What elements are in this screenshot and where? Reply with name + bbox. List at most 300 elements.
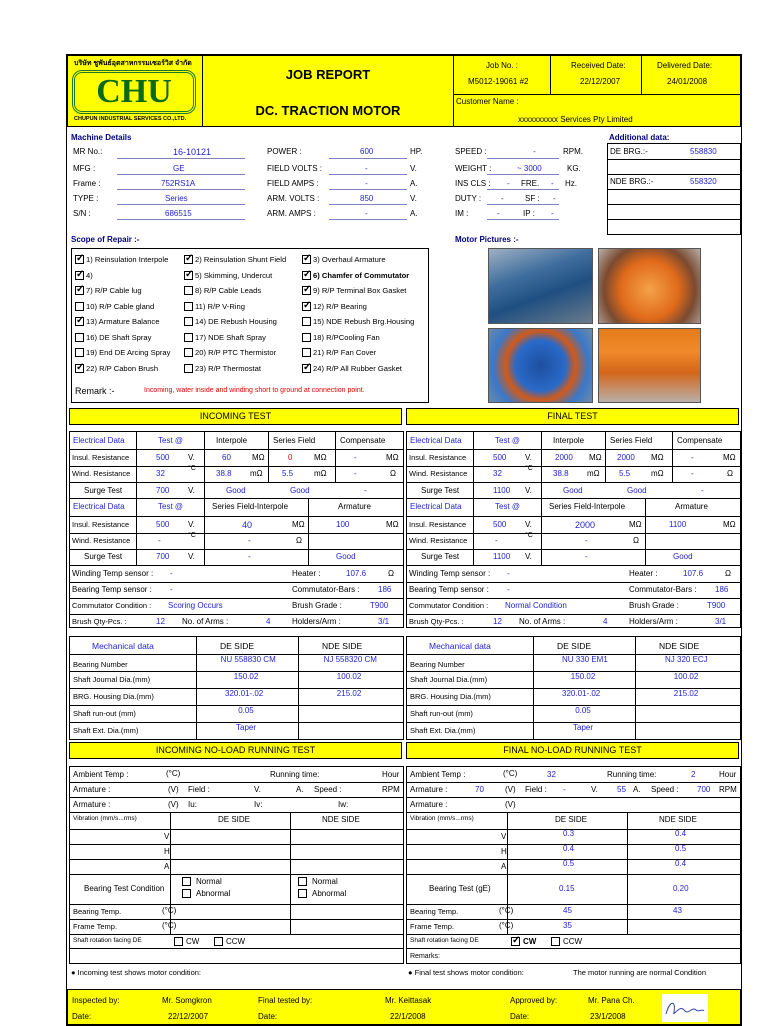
incoming-note: ● Incoming test shows motor condition:: [71, 968, 202, 977]
company-logo: [72, 70, 196, 114]
inspected-date: 22/12/2007: [168, 1012, 209, 1021]
delivered-value: 24/01/2008: [667, 77, 708, 86]
grid-line: [70, 516, 403, 517]
final-vib-h-nde: 0.5: [675, 844, 687, 853]
surge-series-field: Good: [627, 486, 647, 495]
scope-checkbox[interactable]: [302, 317, 311, 326]
armature-current-label: Armature :: [410, 800, 448, 809]
brush-qty-label: Brush Qty-Pcs. :: [72, 617, 127, 626]
wind-test-temp: 32: [493, 469, 502, 478]
winding-temp-sensor-value: -: [507, 569, 510, 578]
surge2-test-voltage: 700: [156, 552, 170, 561]
col-test-at: Test @: [158, 436, 184, 445]
grid-line: [473, 432, 474, 498]
surge-series-field: Good: [290, 486, 310, 495]
armature-label: Armature :: [73, 785, 111, 794]
sf-value: -: [553, 194, 556, 203]
scope-item-label: 19) End DE Arcing Spray: [86, 348, 171, 357]
surge-test-label-2: Surge Test: [421, 552, 460, 561]
iw-label: Iw:: [338, 800, 349, 809]
grid-line: [204, 498, 205, 565]
frame-temp-unit: (°C): [499, 921, 514, 930]
normal-label: Normal: [312, 877, 338, 886]
grid-line: [204, 432, 205, 498]
duty-value: -: [501, 194, 504, 203]
mech-de-value: Taper: [573, 723, 594, 732]
de-brg-label: DE BRG.:-: [610, 147, 648, 156]
mech-de-value: 320.01-.02: [562, 689, 601, 698]
scope-checkbox[interactable]: [184, 364, 193, 373]
power-value: 600: [360, 147, 374, 156]
final-note-text: Final test shows motor condition:: [414, 968, 524, 977]
mohm-unit: MΩ: [292, 520, 305, 529]
heater-label: Heater :: [629, 569, 658, 578]
field-volts-value: -: [365, 164, 368, 173]
scope-item-label: 2) Reinsulation Shunt Field: [195, 255, 287, 264]
scope-item-label: 6) Chamfer of Commutator: [313, 270, 410, 280]
mech-row-label: Shaft Journal Dia.(mm): [73, 675, 151, 684]
ohm-unit: Ω: [390, 469, 396, 478]
abnormal-checkbox[interactable]: [182, 889, 191, 898]
field-amp-unit: A.: [296, 785, 304, 794]
nde-brg-label: NDE BRG.:-: [610, 177, 654, 186]
incoming-noload-title: INCOMING NO-LOAD RUNNING TEST: [155, 745, 316, 755]
commutator-bars-value: 186: [378, 585, 392, 594]
grid-line: [407, 482, 740, 483]
de-brg-value: 558830: [690, 147, 717, 156]
arm-amps-value: -: [365, 209, 368, 218]
brush-grade-label: Brush Grade :: [629, 601, 679, 610]
sn-label: S/N :: [73, 209, 91, 218]
scope-checkbox[interactable]: [75, 317, 84, 326]
mohm-unit: MΩ: [314, 453, 327, 462]
grid-line: [70, 565, 403, 566]
winding-temp-sensor-value: -: [170, 569, 173, 578]
abnormal-label: Abnormal: [196, 889, 231, 898]
col-compensate: Compensate: [340, 436, 386, 445]
ins2-sf-interpole: 2000: [575, 520, 596, 530]
mech-nde-value: 215.02: [336, 689, 362, 698]
insul-resistance-label-2: Insul. Resistance: [72, 520, 130, 529]
scope-checkbox[interactable]: [302, 348, 311, 357]
ins-interpole: 2000: [555, 453, 573, 462]
ambient-temp-unit: (°C): [166, 769, 181, 778]
machine-details-title: Machine Details: [71, 133, 132, 142]
grid-line: [627, 812, 628, 874]
surge-interpole: Good: [563, 486, 583, 495]
approved-date: 23/1/2008: [590, 1012, 626, 1021]
received-label: Received Date:: [571, 61, 626, 70]
final-noload-table: [406, 766, 741, 964]
col-test-at: Test @: [495, 436, 521, 445]
bearing-temp-sensor-label: Bearing Temp sensor :: [409, 585, 489, 594]
holders-arm-label: Holders/Arm :: [292, 617, 341, 626]
scope-checkbox[interactable]: [75, 333, 84, 342]
scope-item-label: 5) Skimming, Undercut: [195, 270, 273, 280]
job-info-box: [453, 55, 741, 127]
final-vib-v-de: 0.3: [563, 829, 575, 838]
col-test-at-2: Test @: [158, 502, 184, 511]
scope-box: [71, 248, 429, 403]
scope-checkbox[interactable]: [302, 364, 311, 373]
mohm-unit: mΩ: [651, 469, 664, 478]
vibration-nde-header: NDE SIDE: [659, 815, 697, 824]
grid-line: [407, 598, 740, 599]
col-series-field: Series Field: [610, 436, 653, 445]
surge-unit: V.: [188, 486, 195, 495]
final-vib-h-de: 0.4: [563, 844, 575, 853]
mech-de-value: 150.02: [570, 672, 596, 681]
grid-line: [407, 582, 740, 583]
scope-item-label: 9) R/P Terminal Box Gasket: [313, 286, 407, 295]
motor-photo-3: [488, 328, 593, 403]
scope-item-label: 24) R/P All Rubber Gasket: [313, 363, 402, 373]
final-frame-temp: 35: [563, 921, 572, 930]
commutator-condition-value: Normal Condition: [505, 601, 567, 610]
scope-checkbox[interactable]: [75, 255, 84, 264]
final-bearing-ge-nde: 0.20: [673, 884, 689, 893]
arm-amps-label: ARM. AMPS :: [267, 209, 316, 218]
grid-line: [170, 874, 171, 904]
frame-label: Frame :: [73, 179, 101, 188]
normal-checkbox[interactable]: [298, 877, 307, 886]
wind-interpole: 38.8: [216, 469, 232, 478]
field-volts-unit: V.: [410, 164, 417, 173]
col-compensate: Compensate: [677, 436, 723, 445]
final-mechanical-table: [406, 636, 741, 740]
wind2-test-temp: -: [158, 536, 161, 545]
grid-line: [335, 432, 336, 482]
scope-item-label: 8) R/P Cable Leads: [195, 286, 262, 295]
grid-line: [290, 812, 291, 874]
scope-checkbox[interactable]: [75, 302, 84, 311]
final-electrical-table: [406, 431, 741, 628]
cw-label: CW: [523, 937, 537, 946]
scope-checkbox[interactable]: [75, 286, 84, 295]
scope-title: Scope of Repair :-: [71, 235, 140, 244]
grid-line: [407, 533, 740, 534]
wind-interpole: 38.8: [553, 469, 569, 478]
mech-row-label: Shaft run-out (mm): [73, 709, 136, 718]
fre-label: FRE.: [521, 179, 540, 188]
grid-line: [627, 874, 628, 904]
vibration-nde-header: NDE SIDE: [322, 815, 360, 824]
grid-line: [605, 432, 606, 482]
no-of-arms-value: 4: [603, 617, 608, 626]
grid-line: [407, 549, 740, 550]
surge-test-label-2: Surge Test: [84, 552, 123, 561]
final-test-title: FINAL TEST: [547, 411, 598, 421]
armature-volt-unit: (V): [168, 785, 179, 794]
mech-row-label: Shaft Journal Dia.(mm): [410, 675, 488, 684]
additional-data-title: Additional data:: [609, 133, 670, 142]
frame-temp-label: Frame Temp.: [410, 922, 455, 931]
grid-line: [170, 812, 171, 874]
ins2-unit: V.: [188, 520, 195, 529]
grid-line: [70, 782, 403, 783]
final-date-label: Date:: [258, 1012, 278, 1021]
scope-item-label: 17) NDE Shaft Spray: [195, 332, 266, 342]
grid-line: [533, 637, 534, 739]
final-bearing-temp-de: 45: [563, 906, 572, 915]
bearing-temp-unit: (°C): [162, 906, 177, 915]
bearing-temp-sensor-value: -: [507, 585, 510, 594]
grid-line: [541, 432, 542, 498]
surge-test-voltage: 700: [156, 486, 170, 495]
mech-row-label: Shaft run-out (mm): [410, 709, 473, 718]
final-running-time: 2: [691, 770, 696, 779]
commutator-condition-label: Commutator Condition :: [72, 601, 152, 610]
grid-line: [70, 797, 403, 798]
scope-checkbox[interactable]: [302, 333, 311, 342]
heater-value: 107.6: [346, 569, 367, 578]
grid-line: [407, 498, 740, 499]
mech-de-value: 320.01-.02: [225, 689, 264, 698]
final-field-volt: -: [563, 785, 566, 794]
mfg-label: MFG :: [73, 164, 96, 173]
final-bearing-ge-de: 0.15: [559, 884, 575, 893]
logo-text: CHU: [96, 73, 172, 110]
weight-label: WEIGHT :: [455, 164, 492, 173]
col-electrical-data: Electrical Data: [410, 436, 462, 445]
ccw-label: CCW: [563, 937, 583, 946]
normal-checkbox[interactable]: [182, 877, 191, 886]
holders-arm-value: 3/1: [715, 617, 727, 626]
iv-label: Iv:: [254, 800, 263, 809]
cw-checkbox[interactable]: [511, 937, 520, 946]
commutator-bars-label: Commutator-Bars :: [629, 585, 697, 594]
surge-test-label: Surge Test: [421, 486, 460, 495]
scope-item-label: 1) Reinsulation Interpole: [86, 255, 169, 264]
arm-volts-label: ARM. VOLTS :: [267, 194, 320, 203]
ccw-checkbox[interactable]: [551, 937, 560, 946]
ins-cls-label: INS CLS :: [455, 179, 491, 188]
grid-line: [70, 582, 403, 583]
scope-checkbox[interactable]: [184, 348, 193, 357]
col-test-at-2: Test @: [495, 502, 521, 511]
vib-h-label: H: [501, 847, 507, 856]
insul-resistance-label-2: Insul. Resistance: [409, 520, 467, 529]
speed-label: Speed :: [314, 785, 342, 794]
company-thai-name: บริษัท ชูพันธ์อุตสาหกรรมเซอร์วิส จำกัด: [74, 60, 192, 67]
running-time-unit: Hour: [382, 770, 400, 779]
shaft-rotation-label: Shaft rotation facing DE: [73, 937, 142, 944]
mech-nde-value: NJ 558320 CM: [323, 655, 377, 664]
remark-label: Remark :-: [75, 386, 115, 396]
grid-line: [70, 466, 403, 467]
speed-value: -: [533, 147, 536, 156]
mfg-value: GE: [173, 164, 185, 173]
final-noload-title: FINAL NO-LOAD RUNNING TEST: [503, 745, 642, 755]
scope-checkbox[interactable]: [302, 302, 311, 311]
grid-line: [407, 614, 740, 615]
field-volt-unit: V.: [254, 785, 261, 794]
col-de-side: DE SIDE: [220, 641, 255, 651]
ins-unit: V.: [525, 453, 532, 462]
ins-compensate: -: [691, 453, 694, 462]
grid-line: [308, 498, 309, 565]
bearing-test-ge-label: Bearing Test (gE): [429, 884, 491, 893]
celsius-unit: °C: [525, 465, 533, 472]
vib-h-label: H: [164, 847, 170, 856]
wind2-test-temp: -: [495, 536, 498, 545]
bearing-temp-sensor-label: Bearing Temp sensor :: [72, 585, 152, 594]
scope-checkbox[interactable]: [184, 333, 193, 342]
final-speed: 700: [697, 785, 711, 794]
inspected-by-label: Inspected by:: [72, 996, 120, 1005]
scope-checkbox[interactable]: [302, 286, 311, 295]
grid-line: [407, 516, 740, 517]
insul-resistance-label: Insul. Resistance: [72, 453, 130, 462]
mohm-unit: MΩ: [589, 453, 602, 462]
wind-resistance-label-2: Wind. Resistance: [72, 536, 131, 545]
col-armature: Armature: [675, 502, 708, 511]
scope-checkbox[interactable]: [184, 271, 193, 280]
incoming-noload-header: [69, 742, 402, 759]
surge-compensate: -: [364, 486, 367, 495]
col-de-side: DE SIDE: [557, 641, 592, 651]
final-note: ● Final test shows motor condition:: [408, 968, 524, 977]
ccw-checkbox[interactable]: [214, 937, 223, 946]
scope-checkbox[interactable]: [302, 255, 311, 264]
mohm-unit: MΩ: [629, 520, 642, 529]
incoming-note-text: Incoming test shows motor condition:: [77, 968, 202, 977]
grid-line: [507, 874, 508, 904]
winding-temp-sensor-label: Winding Temp sensor :: [72, 569, 154, 578]
job-no-value: M5012-19061 #2: [468, 77, 529, 86]
col-series-field-interpole: Series Field-Interpole: [212, 502, 289, 511]
final-noload-header: [406, 742, 739, 759]
surge2-test-voltage: 1100: [493, 552, 511, 561]
field-volt-unit: V.: [591, 785, 598, 794]
ins-cls-value: -: [507, 179, 510, 188]
running-time-unit: Hour: [719, 770, 737, 779]
grid-line: [70, 874, 403, 875]
scope-checkbox[interactable]: [302, 271, 311, 280]
speed-label: SPEED :: [455, 147, 487, 156]
grid-line: [541, 498, 542, 565]
fre-value: -: [551, 179, 554, 188]
no-of-arms-value: 4: [266, 617, 271, 626]
power-unit: HP.: [410, 147, 423, 156]
inspected-by-name: Mr. Somgkron: [162, 996, 212, 1005]
bearing-temp-unit: (°C): [499, 906, 514, 915]
incoming-electrical-table: [69, 431, 404, 628]
type-label: TYPE :: [73, 194, 99, 203]
surge-test-label: Surge Test: [84, 486, 123, 495]
scope-item-label: 23) R/P Thermostat: [195, 363, 261, 373]
frame-temp-label: Frame Temp.: [73, 922, 118, 931]
surge-interpole: Good: [226, 486, 246, 495]
grid-line: [70, 533, 403, 534]
mohm-unit: mΩ: [250, 469, 263, 478]
mohm-unit: MΩ: [723, 453, 736, 462]
armature-current-unit: (V): [505, 800, 516, 809]
grid-line: [473, 498, 474, 565]
job-no-label: Job No. :: [486, 61, 519, 70]
final-tested-label: Final tested by:: [258, 996, 313, 1005]
mech-de-value: 0.05: [238, 706, 254, 715]
scope-checkbox[interactable]: [184, 317, 193, 326]
scope-checkbox[interactable]: [184, 286, 193, 295]
heater-value: 107.6: [683, 569, 704, 578]
final-date: 22/1/2008: [390, 1012, 426, 1021]
scope-checkbox[interactable]: [75, 364, 84, 373]
grid-line: [407, 705, 740, 706]
celsius-unit: °C: [188, 465, 196, 472]
wind2-sf-interpole: -: [585, 536, 588, 545]
scope-checkbox[interactable]: [184, 255, 193, 264]
col-armature: Armature: [338, 502, 371, 511]
grid-line: [407, 782, 740, 783]
wind-resistance-label: Wind. Resistance: [72, 469, 131, 478]
grid-line: [70, 859, 403, 860]
grid-line: [70, 812, 403, 813]
mech-row-label: Bearing Number: [410, 660, 465, 669]
vib-a-label: A: [501, 862, 507, 871]
type-value: Series: [165, 194, 188, 203]
grid-line: [136, 432, 137, 498]
mech-de-value: NU 558830 CM: [220, 655, 276, 664]
customer-value: xxxxxxxxxx Services Pty Limited: [518, 115, 633, 124]
ins-test-voltage: 500: [493, 453, 507, 462]
surge-compensate: -: [701, 486, 704, 495]
grid-line: [672, 432, 673, 482]
scope-checkbox[interactable]: [75, 271, 84, 280]
col-interpole: Interpole: [553, 436, 585, 445]
commutator-bars-label: Commutator-Bars :: [292, 585, 360, 594]
col-interpole: Interpole: [216, 436, 248, 445]
armature-volt-unit: (V): [505, 785, 516, 794]
mech-nde-value: NJ 320 ECJ: [665, 655, 708, 664]
duty-label: DUTY :: [455, 194, 482, 203]
scope-checkbox[interactable]: [184, 302, 193, 311]
final-vib-v-nde: 0.4: [675, 829, 687, 838]
grid-line: [196, 637, 197, 739]
commutator-bars-value: 186: [715, 585, 729, 594]
holders-arm-value: 3/1: [378, 617, 390, 626]
surge2-sf-interpole: -: [585, 552, 588, 561]
inspected-date-label: Date:: [72, 1012, 92, 1021]
arm-volts-value: 850: [360, 194, 374, 203]
no-of-arms-label: No. of Arms :: [519, 617, 566, 626]
sf-label: SF :: [525, 194, 540, 203]
ins2-test-voltage: 500: [156, 520, 170, 529]
ins-series-field: 2000: [617, 453, 635, 462]
surge2-armature: Good: [673, 552, 693, 561]
mech-row-label: Bearing Number: [73, 660, 128, 669]
ins-compensate: -: [354, 453, 357, 462]
incoming-mechanical-table: [69, 636, 404, 740]
approved-by-label: Approved by:: [510, 996, 558, 1005]
cw-checkbox[interactable]: [174, 937, 183, 946]
grid-line: [407, 874, 740, 875]
ccw-label: CCW: [226, 937, 246, 946]
normal-label: Normal: [196, 877, 222, 886]
grid-line: [70, 449, 403, 450]
mr-no-value: 16-10121: [173, 147, 212, 157]
scope-checkbox[interactable]: [75, 348, 84, 357]
col-mechanical-data: Mechanical data: [429, 641, 491, 651]
brush-grade-value: T900: [707, 601, 726, 610]
abnormal-checkbox[interactable]: [298, 889, 307, 898]
wind2-sf-interpole: -: [248, 536, 251, 545]
mohm-unit: mΩ: [587, 469, 600, 478]
motor-photo-2: [598, 248, 701, 324]
bearing-temp-label: Bearing Temp.: [410, 907, 459, 916]
final-bearing-temp-nde: 43: [673, 906, 682, 915]
nde-brg-value: 558320: [690, 177, 717, 186]
